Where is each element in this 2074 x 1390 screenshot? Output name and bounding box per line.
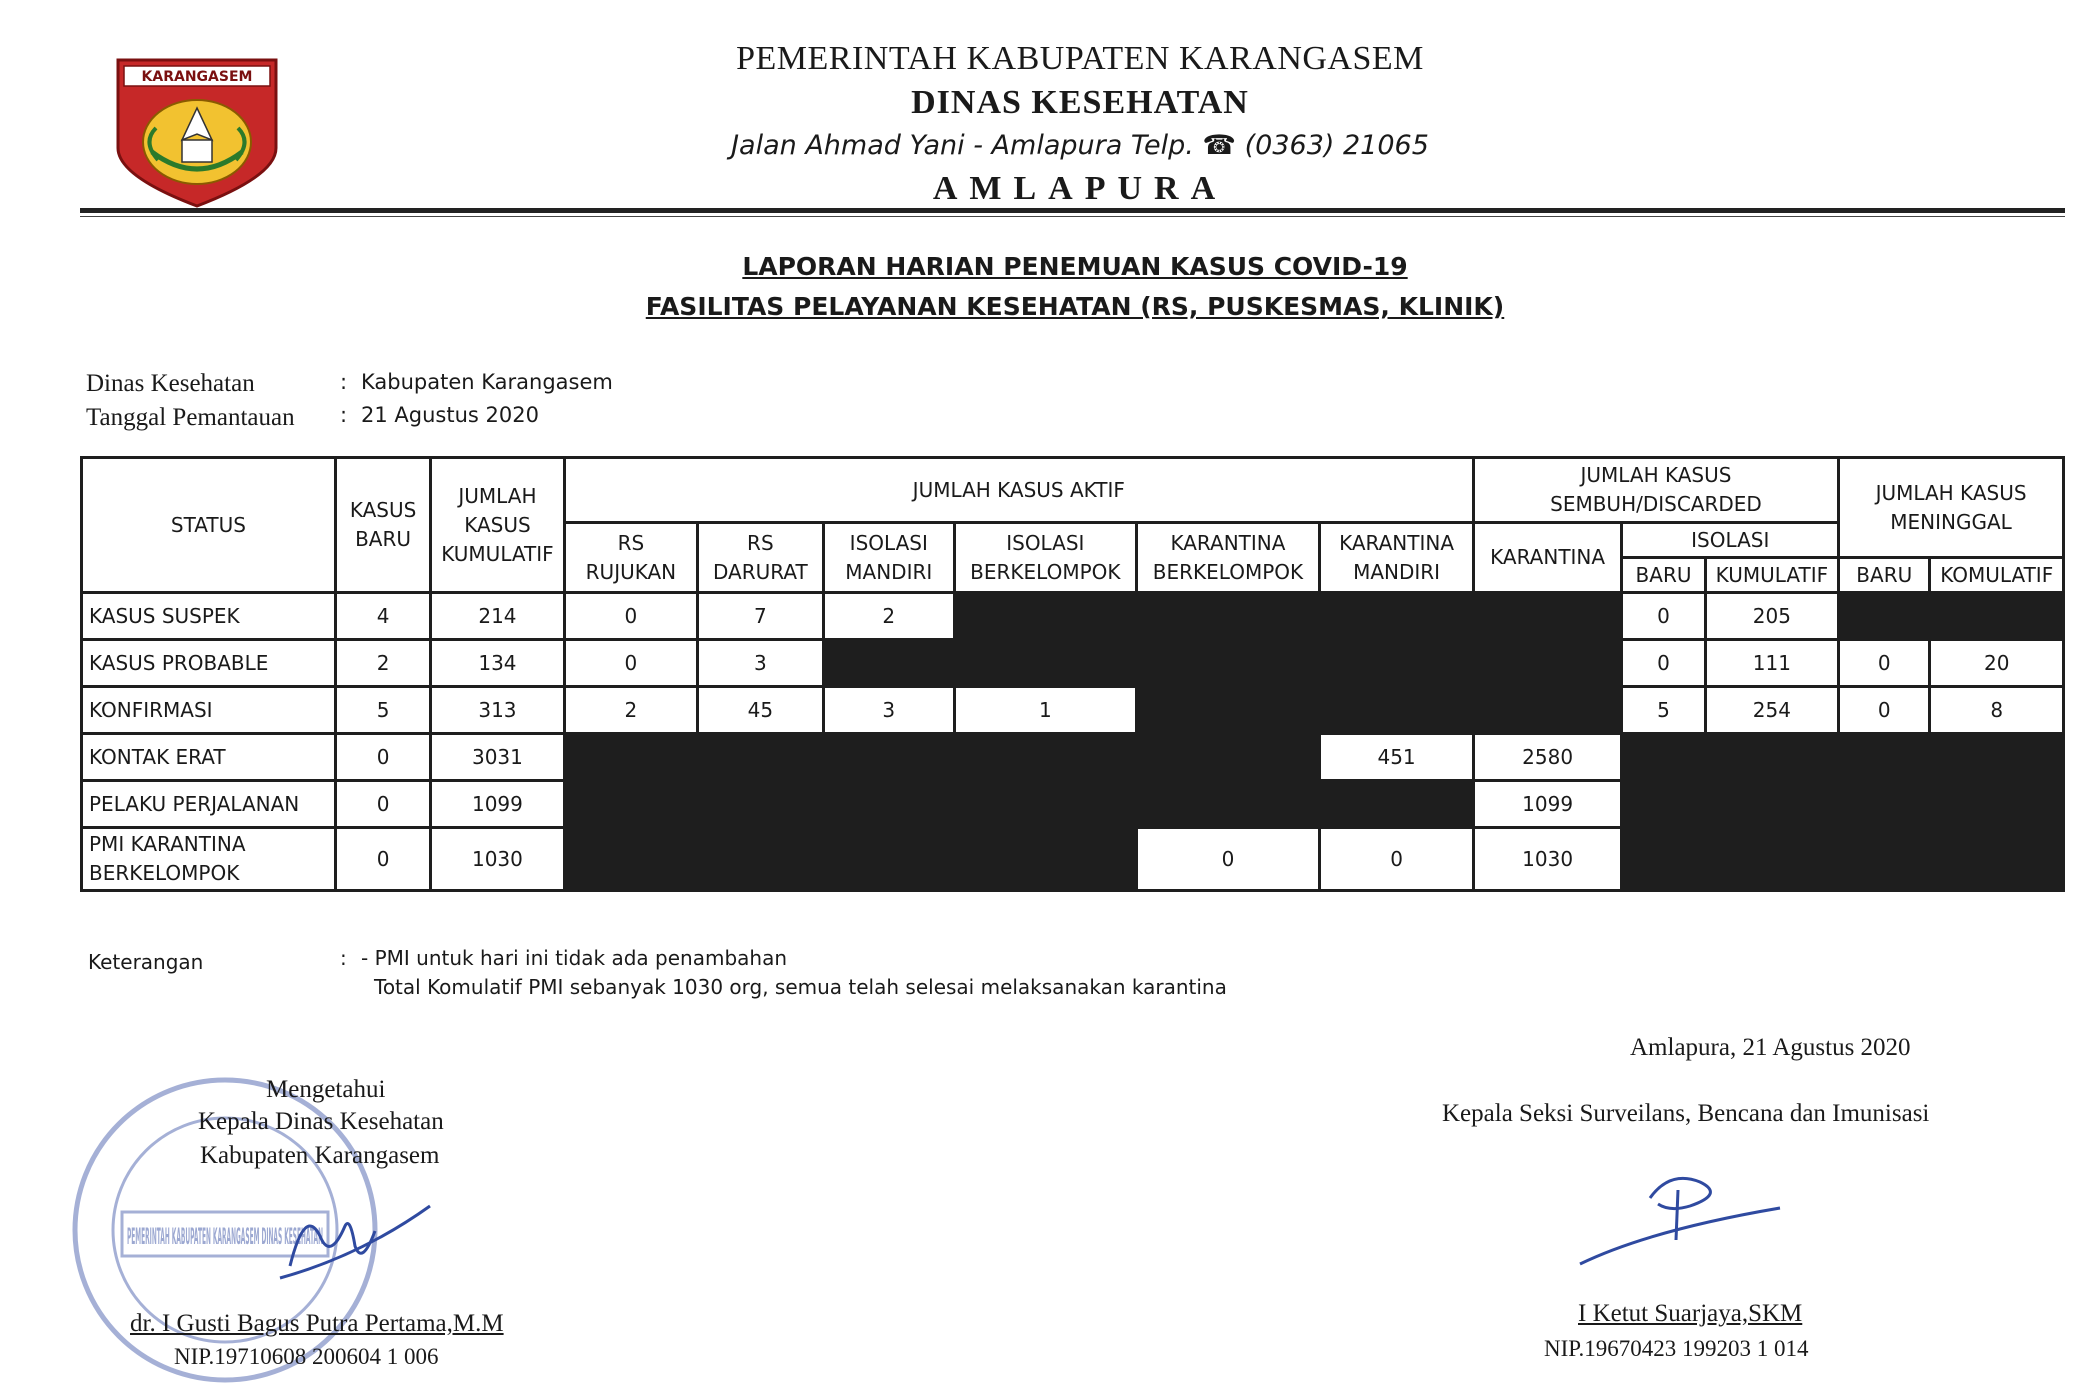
signature-left-icon xyxy=(250,1186,440,1296)
cell-empty xyxy=(1475,688,1621,732)
header-rs-rujukan: RS RUJUKAN xyxy=(566,524,696,591)
cell-empty xyxy=(699,782,821,826)
header-meninggal-komulatif: KOMULATIF xyxy=(1931,559,2062,591)
cell-empty xyxy=(1138,641,1319,685)
header-karantina-mandiri: KARANTINA MANDIRI xyxy=(1321,524,1472,591)
note-line-1: - PMI untuk hari ini tidak ada penambahan xyxy=(361,946,787,970)
header-kasus-aktif: JUMLAH KASUS AKTIF xyxy=(566,459,1472,521)
cell-empty xyxy=(1321,782,1472,826)
cell-karantina: 2580 xyxy=(1475,735,1621,779)
cell-empty xyxy=(1623,782,1703,826)
letterhead-address: Jalan Ahmad Yani - Amlapura Telp. ☎ (0363) 21065 xyxy=(731,130,1429,161)
cell-empty xyxy=(1707,782,1837,826)
left-signer-title: Kepala Dinas Kesehatan xyxy=(198,1108,444,1135)
meta-dinas-value: Kabupaten Karangasem xyxy=(361,370,613,394)
cell-kasus-baru: 5 xyxy=(337,688,429,732)
cell-rs-rujukan: 2 xyxy=(566,688,696,732)
header-isolasi-berkelompok: ISOLASI BERKELOMPOK xyxy=(956,524,1135,591)
cell-empty xyxy=(1138,688,1319,732)
cell-empty xyxy=(1840,735,1928,779)
cell-empty xyxy=(1931,782,2062,826)
cell-kumulatif: 313 xyxy=(432,688,562,732)
cell-kasus-baru: 0 xyxy=(337,829,429,889)
cell-isolasi-baru: 5 xyxy=(1623,688,1703,732)
cell-empty xyxy=(825,829,953,889)
cell-isolasi-kumulatif: 205 xyxy=(1707,594,1837,638)
cell-empty xyxy=(1931,829,2062,889)
header-isolasi: ISOLASI xyxy=(1623,524,1837,556)
cell-empty xyxy=(825,735,953,779)
cell-empty xyxy=(1931,735,2062,779)
letterhead-office: DINAS KESEHATAN xyxy=(911,84,1249,121)
cell-meninggal-komulatif: 20 xyxy=(1931,641,2062,685)
meta-tanggal-label: Tanggal Pemantauan xyxy=(86,404,295,431)
cell-status: KASUS PROBABLE xyxy=(83,641,334,685)
cell-kasus-baru: 2 xyxy=(337,641,429,685)
cell-status: PELAKU PERJALANAN xyxy=(83,782,334,826)
right-signer-title: Kepala Seksi Surveilans, Bencana dan Imunisasi xyxy=(1442,1100,1930,1127)
letterhead-city: AMLAPURA xyxy=(932,170,1228,207)
cell-karantina-mandiri: 451 xyxy=(1321,735,1472,779)
header-isolasi-kumulatif: KUMULATIF xyxy=(1707,559,1837,591)
cell-empty xyxy=(566,782,696,826)
cell-empty xyxy=(1321,641,1472,685)
cell-karantina-berkelompok: 0 xyxy=(1138,829,1319,889)
stamp-text: PEMERINTAH KABUPATEN KARANGASEM DINAS KESEHATAN xyxy=(127,1225,323,1250)
cell-empty xyxy=(1623,829,1703,889)
cell-empty xyxy=(699,829,821,889)
cell-empty xyxy=(566,829,696,889)
signature-right-icon xyxy=(1560,1160,1840,1280)
cell-isolasi-mandiri: 3 xyxy=(825,688,953,732)
cell-meninggal-komulatif: 8 xyxy=(1931,688,2062,732)
cell-kasus-baru: 0 xyxy=(337,735,429,779)
cell-empty xyxy=(1840,829,1928,889)
place-date: Amlapura, 21 Agustus 2020 xyxy=(1630,1034,1911,1061)
table-row xyxy=(83,594,2062,638)
cell-meninggal-baru: 0 xyxy=(1840,688,1928,732)
cell-status: KASUS SUSPEK xyxy=(83,594,334,638)
header-isolasi-baru: BARU xyxy=(1623,559,1703,591)
header-rs-darurat: RS DARURAT xyxy=(699,524,821,591)
letterhead-government: PEMERINTAH KABUPATEN KARANGASEM xyxy=(736,40,1424,77)
cell-kasus-baru: 4 xyxy=(337,594,429,638)
cell-empty xyxy=(956,594,1135,638)
cell-kumulatif: 1099 xyxy=(432,782,562,826)
cell-kasus-baru: 0 xyxy=(337,782,429,826)
left-signer-office: Kabupaten Karangasem xyxy=(200,1142,440,1169)
header-isolasi-mandiri: ISOLASI MANDIRI xyxy=(825,524,953,591)
table-row xyxy=(83,688,2062,732)
header-meninggal: JUMLAH KASUS MENINGGAL xyxy=(1840,459,2062,556)
cell-empty xyxy=(1138,594,1319,638)
letterhead-rule-thick xyxy=(80,208,2065,213)
cell-empty xyxy=(956,782,1135,826)
header-karantina: KARANTINA xyxy=(1475,524,1621,591)
cell-karantina-mandiri: 0 xyxy=(1321,829,1472,889)
cell-empty xyxy=(1707,829,1837,889)
cell-empty xyxy=(566,735,696,779)
header-sembuh-discarded: JUMLAH KASUS SEMBUH/DISCARDED xyxy=(1475,459,1837,521)
cell-kumulatif: 134 xyxy=(432,641,562,685)
cell-empty xyxy=(825,641,953,685)
meta-tanggal-value: 21 Agustus 2020 xyxy=(361,403,539,427)
cell-isolasi-baru: 0 xyxy=(1623,594,1703,638)
left-acknowledge: Mengetahui xyxy=(266,1076,386,1103)
cell-rs-darurat: 3 xyxy=(699,641,821,685)
report-title: LAPORAN HARIAN PENEMUAN KASUS COVID-19 xyxy=(742,252,1408,281)
meta-dinas-colon: : xyxy=(340,370,348,394)
karangasem-logo xyxy=(112,56,282,208)
cell-empty xyxy=(1931,594,2062,638)
cell-isolasi-kumulatif: 111 xyxy=(1707,641,1837,685)
cell-rs-rujukan: 0 xyxy=(566,641,696,685)
cell-isolasi-berkelompok: 1 xyxy=(956,688,1135,732)
cell-rs-rujukan: 0 xyxy=(566,594,696,638)
table-row xyxy=(83,641,2062,685)
header-meninggal-baru: BARU xyxy=(1840,559,1928,591)
note-line-2: Total Komulatif PMI sebanyak 1030 org, semua telah selesai melaksanakan karantina xyxy=(374,975,1227,999)
cell-empty xyxy=(956,829,1135,889)
cell-karantina: 1099 xyxy=(1475,782,1621,826)
meta-tanggal-colon: : xyxy=(340,403,348,427)
logo-text: KARANGASEM xyxy=(141,69,253,85)
cell-empty xyxy=(1138,782,1319,826)
cell-rs-darurat: 45 xyxy=(699,688,821,732)
cell-empty xyxy=(1475,594,1621,638)
left-signer-nip: NIP.19710608 200604 1 006 xyxy=(174,1344,439,1369)
cell-status: PMI KARANTINA BERKELOMPOK xyxy=(83,829,334,889)
letterhead-rule-thin xyxy=(80,216,2065,217)
cell-isolasi-mandiri: 2 xyxy=(825,594,953,638)
cell-karantina: 1030 xyxy=(1475,829,1621,889)
notes-label: Keterangan xyxy=(88,950,204,974)
cell-isolasi-kumulatif: 254 xyxy=(1707,688,1837,732)
left-signer-name: dr. I Gusti Bagus Putra Pertama,M.M xyxy=(130,1310,504,1337)
cell-meninggal-baru: 0 xyxy=(1840,641,1928,685)
covid-report-table xyxy=(80,456,2065,892)
table-row xyxy=(83,829,2062,889)
cell-empty xyxy=(1707,735,1837,779)
cell-empty xyxy=(1321,594,1472,638)
cell-empty xyxy=(825,782,953,826)
header-kasus-baru: KASUS BARU xyxy=(337,459,429,591)
cell-empty xyxy=(699,735,821,779)
right-signer-nip: NIP.19670423 199203 1 014 xyxy=(1544,1336,1809,1361)
cell-kumulatif: 214 xyxy=(432,594,562,638)
cell-empty xyxy=(1840,594,1928,638)
cell-kumulatif: 3031 xyxy=(432,735,562,779)
cell-empty xyxy=(956,641,1135,685)
cell-rs-darurat: 7 xyxy=(699,594,821,638)
header-karantina-berkelompok: KARANTINA BERKELOMPOK xyxy=(1138,524,1319,591)
header-jumlah-kumulatif: JUMLAH KASUS KUMULATIF xyxy=(432,459,562,591)
cell-kumulatif: 1030 xyxy=(432,829,562,889)
cell-empty xyxy=(1840,782,1928,826)
cell-status: KONTAK ERAT xyxy=(83,735,334,779)
notes-colon: : xyxy=(340,946,347,970)
report-subtitle: FASILITAS PELAYANAN KESEHATAN (RS, PUSKESMAS, KLINIK) xyxy=(645,292,1505,321)
cell-empty xyxy=(1138,735,1319,779)
cell-empty xyxy=(1321,688,1472,732)
cell-isolasi-baru: 0 xyxy=(1623,641,1703,685)
cell-empty xyxy=(956,735,1135,779)
cell-empty xyxy=(1475,641,1621,685)
table-row xyxy=(83,735,2062,779)
meta-dinas-label: Dinas Kesehatan xyxy=(86,370,255,397)
right-signer-name: I Ketut Suarjaya,SKM xyxy=(1578,1300,1803,1327)
header-status: STATUS xyxy=(83,459,334,591)
table-row xyxy=(83,782,2062,826)
cell-empty xyxy=(1623,735,1703,779)
cell-status: KONFIRMASI xyxy=(83,688,334,732)
